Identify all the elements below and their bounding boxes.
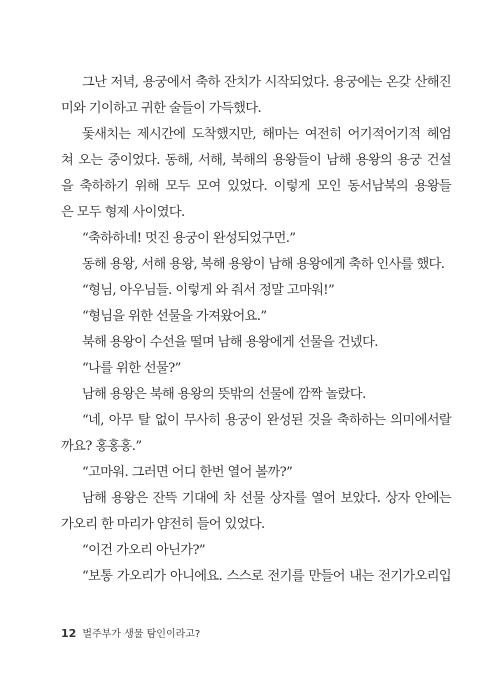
text-line: “보통 가오리가 아니에요. 스스로 전기를 만들어 내는 전기가오리입 bbox=[82, 569, 451, 584]
text-line: “고마워. 그러면 어디 한번 열어 볼까?” bbox=[82, 465, 293, 480]
text-line: “축하하네! 멋진 용궁이 완성되었구먼.” bbox=[82, 231, 296, 246]
text-line: “이건 가오리 아닌가?” bbox=[82, 543, 206, 558]
text-line: 가오리 한 마리가 얌전히 들어 있었다. bbox=[61, 517, 265, 532]
text-line: 미와 기이하고 귀한 술들이 가득했다. bbox=[61, 101, 262, 116]
running-title: 벌주부가 생물 탐인이라고? bbox=[82, 629, 201, 640]
text-line: 을 축하하기 위해 모두 모여 있었다. 이렇게 모인 동서남북의 용왕들 bbox=[61, 179, 451, 194]
text-line: 은 모두 형제 사이였다. bbox=[61, 205, 185, 220]
page-number: 12 bbox=[61, 627, 77, 640]
text-line: 쳐 오는 중이었다. 동해, 서해, 북해의 용왕들이 남해 용왕의 용궁 건설 bbox=[61, 153, 451, 168]
text-line: “나를 위한 선물?” bbox=[82, 361, 181, 376]
text-line: 그난 저녁, 용궁에서 축하 잔치가 시작되었다. 용궁에는 온갖 산해진 bbox=[82, 75, 451, 90]
text-line: “형님, 아우님들. 이렇게 와 줘서 정말 고마워!” bbox=[82, 283, 335, 298]
page-footer bbox=[61, 625, 200, 640]
text-line: 북해 용왕이 수선을 떨며 남해 용왕에게 선물을 건넸다. bbox=[82, 335, 378, 350]
text-line: 동해 용왕, 서해 용왕, 북해 용왕이 남해 용왕에게 축하 인사를 했다. bbox=[82, 257, 445, 272]
text-line: 남해 용왕은 북해 용왕의 뜻밖의 선물에 깜짝 놀랐다. bbox=[82, 387, 366, 402]
text-line: “형님을 위한 선물을 가져왔어요.” bbox=[82, 309, 267, 324]
text-line: 까요? 홍홍홍.” bbox=[61, 439, 142, 454]
text-line: “네, 아무 탈 없이 무사히 용궁이 완성된 것을 축하하는 의미에서랄 bbox=[82, 413, 451, 428]
text-line: 남해 용왕은 잔뜩 기대에 차 선물 상자를 열어 보았다. 상자 안에는 bbox=[82, 491, 451, 506]
text-line: 돛새치는 제시간에 도착했지만, 해마는 여전히 어기적어기적 헤엄 bbox=[82, 127, 451, 142]
